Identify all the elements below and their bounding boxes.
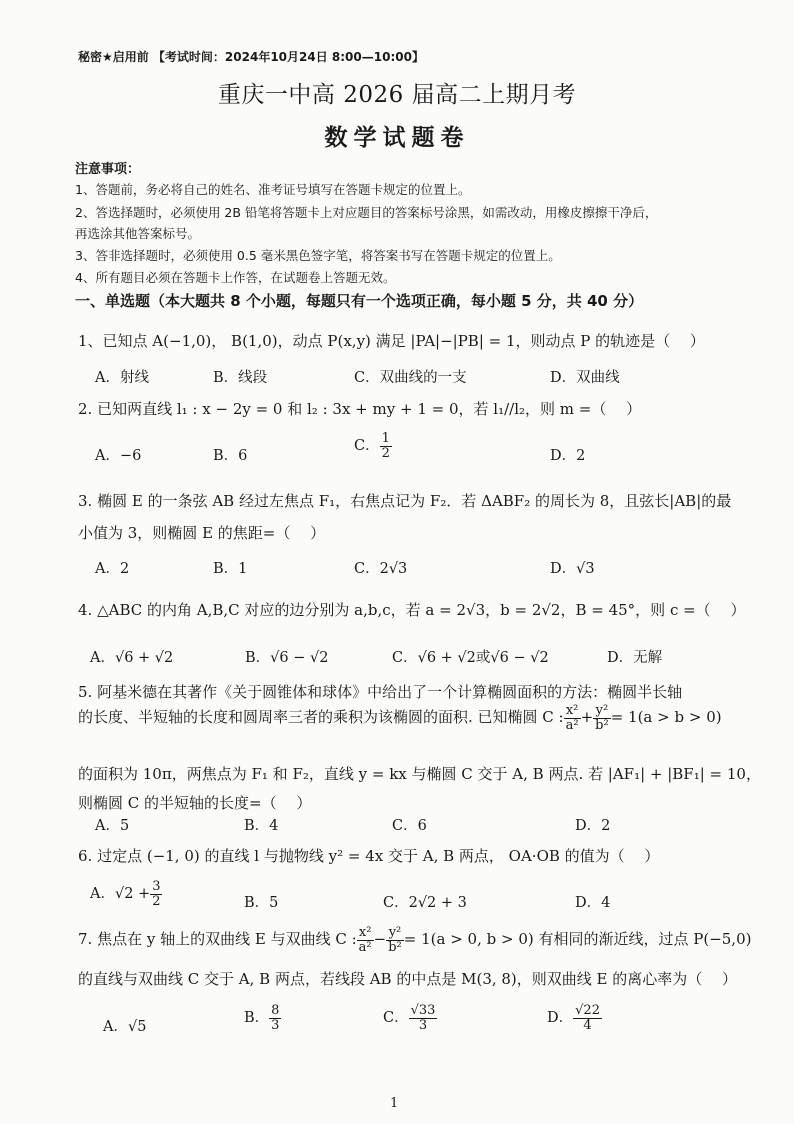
fraction: $\frac{\text{x²}}{\text{a²}}$: [358, 925, 372, 955]
q6-option-a: A．√2 + $\frac{3}{2}$: [90, 879, 161, 909]
q2-option-d: D．2: [550, 448, 586, 464]
note-item: 3、答非选择题时，必须使用 0.5 毫米黑色签字笔，将答案书写在答题卡规定的位置上。: [75, 248, 561, 263]
exam-time-header: 秘密★启用前 【考试时间：2024年10月24日 8:00—10:00】: [78, 50, 424, 64]
fraction: $\frac{√33}{3}$: [410, 1003, 436, 1033]
q1-option-b: B．线段: [213, 370, 268, 386]
q3-option-b: B．1: [213, 561, 248, 577]
page-number: 1: [390, 1096, 399, 1111]
q3-option-c: C．2√3: [354, 561, 408, 577]
note-item: 1、答题前，务必将自己的姓名、准考证号填写在答题卡规定的位置上。: [75, 182, 471, 197]
q4-option-b: B．√6 − √2: [245, 650, 329, 666]
fraction: $\frac{1}{2}$: [381, 431, 390, 461]
q2-option-b: B．6: [213, 448, 248, 464]
question-2-text: 2. 已知两直线 l₁ : x − 2y = 0 和 l₂ : 3x + my + 1 = 0，若 l₁//l₂，则 m =（ ）: [78, 400, 642, 418]
q1-option-a: A．射线: [95, 370, 149, 386]
exam-title: 重庆一中高 2026 届高二上期月考: [217, 82, 577, 108]
q2-option-a: A．−6: [95, 448, 142, 464]
q1-option-c: C．双曲线的一支: [354, 370, 467, 386]
q6-option-b: B．5: [244, 895, 279, 911]
q6-option-c: C．2√2 + 3: [383, 895, 467, 911]
q5-option-a: A．5: [95, 818, 130, 834]
q5-option-d: D．2: [575, 818, 611, 834]
fraction: $\frac{√22}{4}$: [575, 1003, 600, 1033]
q4-option-a: A．√6 + √2: [90, 650, 174, 666]
question-5-line-3: 的面积为 10π，两焦点为 F₁ 和 F₂，直线 y = kx 与椭圆 C 交于 A, B 两点. 若 |AF₁| + |BF₁| = 10，: [78, 765, 761, 783]
q3-option-d: D．√3: [550, 561, 595, 577]
q7-option-c: C． $\frac{√33}{3}$: [383, 1003, 436, 1033]
q5-option-c: C．6: [392, 818, 427, 834]
question-1-text: 1、已知点 A(−1,0)， B(1,0)，动点 P(x,y) 满足 |PA|−|PB| = 1，则动点 P 的轨迹是（ ）: [78, 332, 705, 350]
q4-option-d: D．无解: [607, 650, 663, 666]
exam-subtitle: 数学试题卷: [324, 124, 470, 151]
question-3-line-2: 小值为 3，则椭圆 E 的焦距=（ ）: [78, 524, 326, 542]
q2-option-c-label: C．: [354, 438, 380, 455]
q7-option-a: A．√5: [103, 1019, 147, 1035]
section-heading: 一、单选题（本大题共 8 个小题，每题只有一个选项正确，每小题 5 分，共 40 分）: [75, 292, 644, 310]
question-6-text: 6. 过定点 (−1, 0) 的直线 l 与抛物线 y² = 4x 交于 A, B 两点， OA·OB 的值为（ ）: [78, 847, 660, 865]
fraction: $\frac{\text{y²}}{\text{b²}}$: [388, 925, 402, 955]
fraction: $\frac{8}{3}$: [271, 1003, 280, 1033]
q7-option-b: B． $\frac{8}{3}$: [244, 1003, 280, 1033]
question-5-line-4: 则椭圆 C 的半短轴的长度=（ ）: [78, 794, 312, 812]
q4-option-c: C．√6 + √2或√6 − √2: [392, 650, 549, 666]
q7-option-d: D． $\frac{√22}{4}$: [547, 1003, 600, 1033]
q2-option-c: [354, 432, 392, 460]
fraction: $\frac{\text{x²}}{\text{a²}}$: [565, 703, 579, 733]
note-item: 再选涂其他答案标号。: [75, 226, 201, 241]
q5-option-b: B．4: [244, 818, 279, 834]
question-5-line-2: 的长度、半短轴的长度和圆周率三者的乘积为该椭圆的面积. 已知椭圆 C : $\frac{\text{x²}}{\text{a²}}$ + $\frac{\text{y²}}{\text{b²}}$ = 1(a > b > 0): [78, 703, 722, 733]
q6-option-d: D．4: [575, 895, 611, 911]
question-4-text: 4. △ABC 的内角 A,B,C 对应的边分别为 a,b,c，若 a = 2√3，b = 2√2，B = 45°，则 c =（ ）: [78, 601, 746, 619]
notes-heading: 注意事项：: [75, 162, 141, 177]
question-7-line-2: 的直线与双曲线 C 交于 A, B 两点，若线段 AB 的中点是 M(3, 8)，则双曲线 E 的离心率为（ ）: [78, 970, 738, 988]
note-item: 2、答选择题时，必须使用 2B 铅笔将答题卡上对应题目的答案标号涂黑，如需改动，用橡皮擦擦干净后，: [75, 205, 658, 220]
question-3-line-1: 3. 椭圆 E 的一条弦 AB 经过左焦点 F₁，右焦点记为 F₂．若 ΔABF₂ 的周长为 8，且弦长|AB|的最: [78, 492, 732, 510]
q3-option-a: A．2: [95, 561, 130, 577]
q1-option-d: D．双曲线: [550, 370, 620, 386]
fraction: $\frac{3}{2}$: [152, 879, 161, 909]
note-item: 4、所有题目必须在答题卡上作答，在试题卷上答题无效。: [75, 270, 396, 285]
fraction: $\frac{\text{y²}}{\text{b²}}$: [595, 703, 609, 733]
question-5-line-1: 5. 阿基米德在其著作《关于圆锥体和球体》中给出了一个计算椭圆面积的方法：椭圆半长轴: [78, 683, 683, 701]
question-7-line-1: 7. 焦点在 y 轴上的双曲线 E 与双曲线 C : $\frac{\text{x²}}{\text{a²}}$ − $\frac{\text{y²}}{\text{b²}}$ = 1(a > 0, b > 0) 有相同的渐近线，过点 P(−5,0): [78, 925, 752, 955]
